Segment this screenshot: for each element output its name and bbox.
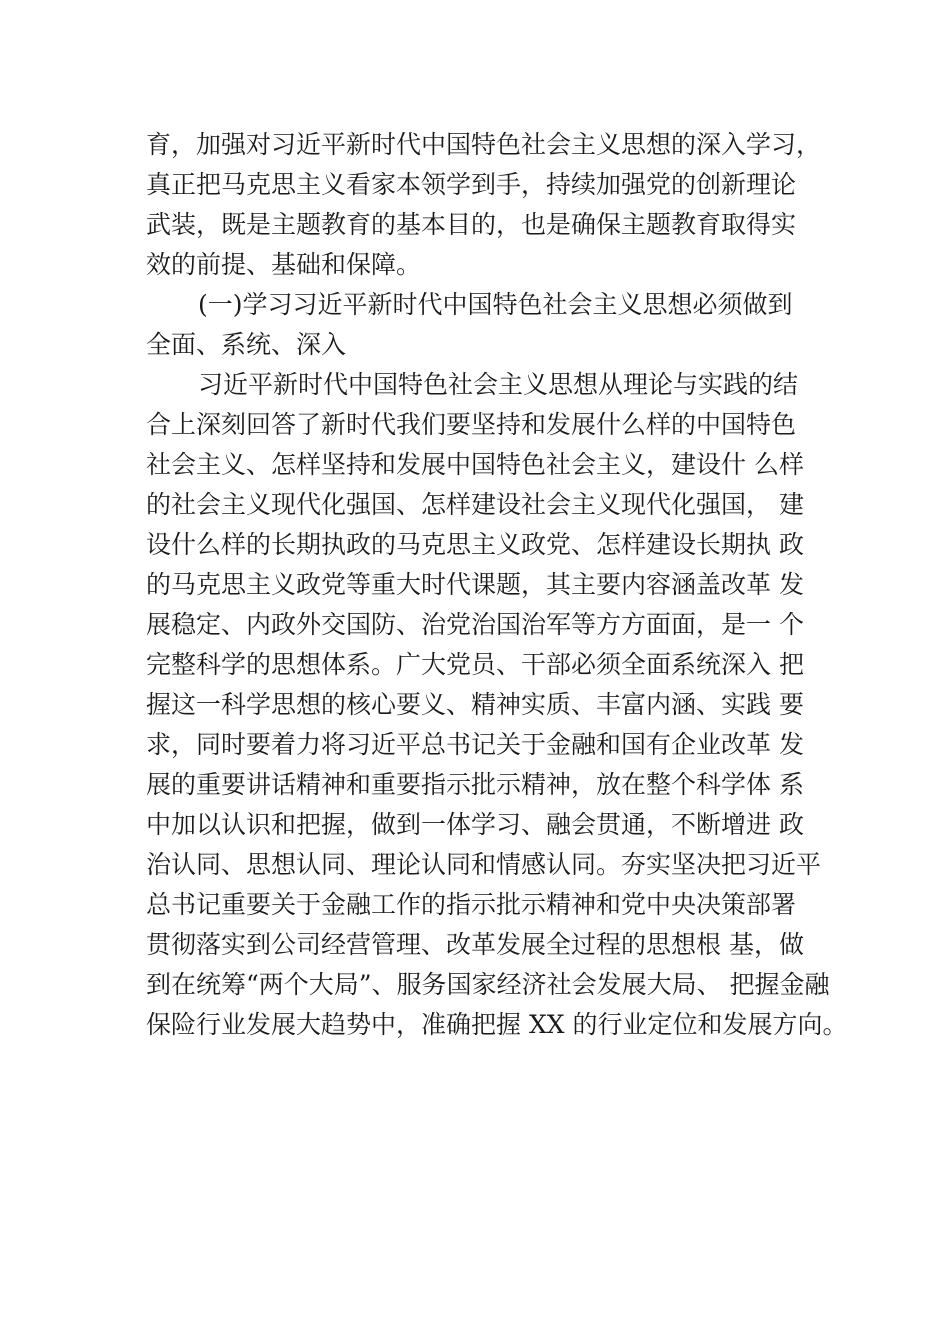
paragraph-line: 到在统筹“两个大局”、服务国家经济社会发展大局、 把握金融 bbox=[146, 970, 830, 999]
paragraph-line: 设什么样的长期执政的马克思主义政党、怎样建设长期执 政 bbox=[146, 530, 804, 559]
paragraph-line: 的社会主义现代化强国、怎样建设社会主义现代化强国， 建 bbox=[146, 490, 804, 519]
paragraph-line: 展的重要讲话精神和重要指示批示精神，放在整个科学体 系 bbox=[146, 770, 804, 799]
paragraph-line: 武装，既是主题教育的基本目的，也是确保主题教育取得实 bbox=[146, 210, 797, 239]
paragraph-line: 求，同时要着力将习近平总书记关于金融和国有企业改革 发 bbox=[146, 730, 804, 759]
paragraph-line: 握这一科学思想的核心要义、精神实质、丰富内涵、实践 要 bbox=[146, 690, 804, 719]
paragraph-line: 保险行业发展大趋势中，准确把握 XX 的行业定位和发展方向。 bbox=[146, 1010, 848, 1039]
paragraph-line: 治认同、思想认同、理论认同和情感认同。夯实坚决把习近平 bbox=[146, 850, 822, 879]
paragraph-line: 总书记重要关于金融工作的指示批示精神和党中央决策部署 bbox=[146, 890, 797, 919]
paragraph-line: 完整科学的思想体系。广大党员、干部必须全面系统深入 把 bbox=[146, 650, 804, 679]
paragraph-line: 社会主义、怎样坚持和发展中国特色社会主义，建设什 么样 bbox=[146, 450, 804, 479]
paragraph-line: 合上深刻回答了新时代我们要坚持和发展什么样的中国特色 bbox=[146, 410, 797, 439]
heading-line: 全面、系统、深入 bbox=[146, 330, 347, 359]
paragraph-line: 育，加强对习近平新时代中国特色社会主义思想的深入学习， bbox=[146, 130, 822, 159]
paragraph-line: 展稳定、内政外交国防、治党治国治军等方方面面，是一 个 bbox=[146, 610, 804, 639]
paragraph-line: 真正把马克思主义看家本领学到手，持续加强党的创新理论 bbox=[146, 170, 797, 199]
paragraph-line: 效的前提、基础和保障。 bbox=[146, 250, 422, 279]
paragraph-line: 习近平新时代中国特色社会主义思想从理论与实践的结 bbox=[198, 370, 799, 399]
paragraph-line: 贯彻落实到公司经营管理、改革发展全过程的思想根 基，做 bbox=[146, 930, 804, 959]
heading-line: (一)学习习近平新时代中国特色社会主义思想必须做到 bbox=[198, 290, 793, 319]
paragraph-line: 中加以认识和把握，做到一体学习、融会贯通，不断增进 政 bbox=[146, 810, 804, 839]
paragraph-line: 的马克思主义政党等重大时代课题，其主要内容涵盖改革 发 bbox=[146, 570, 804, 599]
